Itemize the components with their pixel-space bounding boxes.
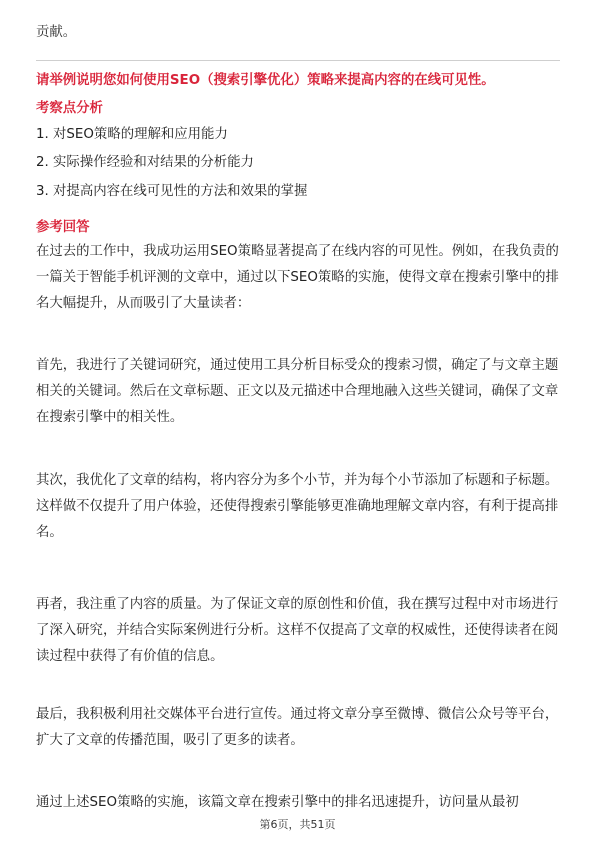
intro-tail-text: 贡献。 <box>36 25 77 40</box>
answer-paragraph: 通过上述SEO策略的实施，该篇文章在搜索引擎中的排名迅速提升，访问量从最初 <box>36 795 519 810</box>
analysis-item: 1. 对SEO策略的理解和应用能力 <box>36 127 228 142</box>
section-divider <box>36 60 560 61</box>
question-text: 请举例说明您如何使用SEO（搜索引擎优化）策略来提高内容的在线可见性。 <box>36 73 495 88</box>
analysis-heading: 考察点分析 <box>36 101 103 116</box>
answer-paragraph: 首先，我进行了关键词研究，通过使用工具分析目标受众的搜索习惯，确定了与文章主题相关的关键词。然后在文章标题、正文以及元描述中合理地融入这些关键词，确保了文章在搜索引擎中的相关性。 <box>36 358 559 425</box>
analysis-item: 3. 对提高内容在线可见性的方法和效果的掌握 <box>36 184 308 199</box>
answer-paragraph: 在过去的工作中，我成功运用SEO策略显著提高了在线内容的可见性。例如，在我负责的一篇关于智能手机评测的文章中，通过以下SEO策略的实施，使得文章在搜索引擎中的排名大幅提升，从而吸引了大量读者： <box>36 244 559 311</box>
analysis-item: 2. 实际操作经验和对结果的分析能力 <box>36 155 254 170</box>
answer-paragraph: 再者，我注重了内容的质量。为了保证文章的原创性和价值，我在撰写过程中对市场进行了深入研究，并结合实际案例进行分析。这样不仅提高了文章的权威性，还使得读者在阅读过程中获得了有价值的信息。 <box>36 597 559 664</box>
answer-heading: 参考回答 <box>36 220 90 235</box>
answer-paragraph: 其次，我优化了文章的结构，将内容分为多个小节，并为每个小节添加了标题和子标题。这样做不仅提升了用户体验，还使得搜索引擎能够更准确地理解文章内容，有利于提高排名。 <box>36 473 559 540</box>
answer-paragraph: 最后，我积极利用社交媒体平台进行宣传。通过将文章分享至微博、微信公众号等平台，扩大了文章的传播范围，吸引了更多的读者。 <box>36 707 559 748</box>
page-footer: 第6页，共51页 <box>259 818 336 831</box>
